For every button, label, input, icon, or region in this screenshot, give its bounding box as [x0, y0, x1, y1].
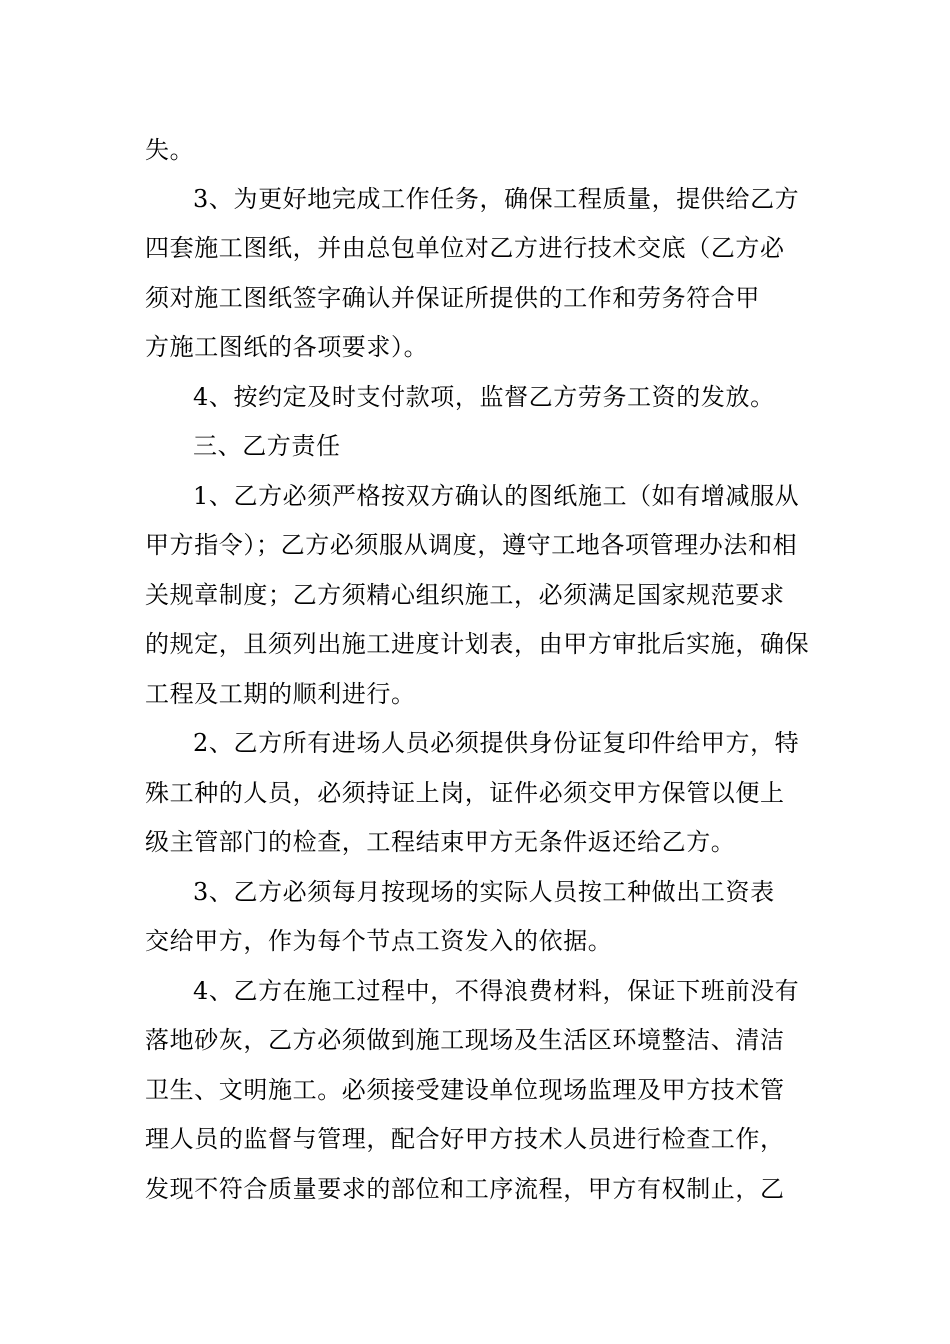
text-line: 殊工种的人员，必须持证上岗，证件必须交甲方保管以便上	[145, 779, 785, 807]
text-line: 落地砂灰，乙方必须做到施工现场及生活区环境整洁、清洁	[145, 1026, 785, 1054]
text-line: 甲方指令）；乙方必须服从调度，遵守工地各项管理办法和相	[145, 531, 798, 559]
text-line: 的规定，且须列出施工进度计划表，由甲方审批后实施，确保	[145, 630, 810, 658]
text-line: 卫生、文明施工。必须接受建设单位现场监理及甲方技术管	[145, 1076, 785, 1104]
section-heading: 三、乙方责任	[193, 432, 341, 460]
paragraph-start: 1、乙方必须严格按双方确认的图纸施工（如有增减服从	[193, 482, 800, 510]
paragraph-start: 3、为更好地完成工作任务，确保工程质量，提供给乙方	[193, 185, 800, 213]
text-line: 四套施工图纸，并由总包单位对乙方进行技术交底（乙方必	[145, 234, 785, 262]
text-line: 发现不符合质量要求的部位和工序流程，甲方有权制止，乙	[145, 1175, 785, 1203]
text-line: 理人员的监督与管理，配合好甲方技术人员进行检查工作，	[145, 1125, 785, 1153]
text-line: 失。	[145, 136, 195, 164]
text-line: 须对施工图纸签字确认并保证所提供的工作和劳务符合甲	[145, 284, 760, 312]
text-line: 级主管部门的检查，工程结束甲方无条件返还给乙方。	[145, 828, 736, 856]
text-line: 工程及工期的顺利进行。	[145, 680, 416, 708]
paragraph-start: 4、按约定及时支付款项，监督乙方劳务工资的发放。	[193, 383, 775, 411]
paragraph-start: 4、乙方在施工过程中，不得浪费材料，保证下班前没有	[193, 977, 800, 1005]
paragraph-start: 2、乙方所有进场人员必须提供身份证复印件给甲方，特	[193, 729, 800, 757]
text-line: 方施工图纸的各项要求）。	[145, 333, 429, 361]
text-line: 交给甲方，作为每个节点工资发入的依据。	[145, 927, 613, 955]
text-line: 关规章制度；乙方须精心组织施工，必须满足国家规范要求	[145, 581, 785, 609]
paragraph-start: 3、乙方必须每月按现场的实际人员按工种做出工资表	[193, 878, 775, 906]
